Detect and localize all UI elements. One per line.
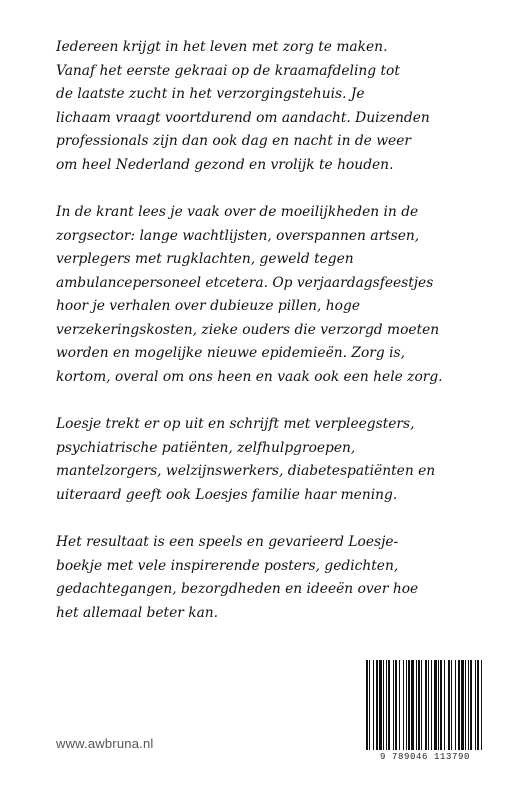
barcode-bar <box>458 660 460 750</box>
barcode-bar <box>373 660 374 750</box>
barcode-bar <box>411 660 414 750</box>
text-line: ambulancepersoneel etcetera. Op verjaardagsfeestjes <box>56 274 434 291</box>
barcode-bar <box>425 660 427 750</box>
barcode-bar <box>455 660 456 750</box>
paragraph-4 <box>56 531 496 625</box>
barcode-bar <box>383 660 384 750</box>
barcode-bar <box>416 660 417 750</box>
barcode-bar <box>440 660 442 750</box>
text-line: psychiatrische patiënten, zelfhulpgroepen, <box>56 439 356 456</box>
text-line: lichaam vraagt voortdurend om aandacht. Duizenden <box>56 109 430 126</box>
barcode-bar <box>431 660 432 750</box>
barcode-bar <box>376 660 378 750</box>
publisher-website: www.awbruna.nl <box>56 736 154 751</box>
barcode-bar <box>418 660 420 750</box>
barcode-bar <box>393 660 394 750</box>
isbn-number: 9 789046 113790 <box>379 752 470 762</box>
barcode-bar <box>421 660 422 750</box>
paragraph-1 <box>56 36 496 177</box>
barcode-bar <box>369 660 370 750</box>
barcode-bar <box>470 660 472 750</box>
barcode-bar <box>379 660 382 750</box>
text-line: kortom, overal om ons heen en vaak ook een hele zorg. <box>56 368 443 385</box>
text-line: om heel Nederland gezond en vrolijk te houden. <box>56 156 394 173</box>
isbn-barcode <box>364 660 486 766</box>
text-line: het allemaal beter kan. <box>56 604 219 621</box>
barcode-bar <box>451 660 452 750</box>
text-line: de laatste zucht in het verzorgingstehuis. Je <box>56 86 365 102</box>
paragraph-2 <box>56 201 496 389</box>
barcode-bar <box>399 660 400 750</box>
text-line: verzekeringskosten, zieke ouders die verzorgd moeten <box>56 321 440 338</box>
text-line: gedachtegangen, bezorgdheden en ideeën over hoe <box>56 581 419 597</box>
text-line: professionals zijn dan ook dag en nacht in de weer <box>56 133 411 149</box>
text-line: Loesje trekt er op uit en schrijft met verpleegsters, <box>56 416 415 432</box>
barcode-bar <box>475 660 476 750</box>
barcode-bar <box>366 660 368 750</box>
text-line: Het resultaat is een speels en gevarieerd Loesje- <box>56 534 399 550</box>
text-line: Vanaf het eerste gekraai op de kraamafdeling tot <box>56 62 400 79</box>
barcode-bar <box>403 660 404 750</box>
barcode-bar <box>468 660 469 750</box>
barcode-bar <box>434 660 437 750</box>
barcode-bar <box>461 660 464 750</box>
text-line: worden en mogelijke nieuwe epidemieën. Zorg is, <box>56 345 405 361</box>
text-line: zorgsector: lange wachtlijsten, overspannen artsen, <box>56 227 420 244</box>
barcode-bar <box>395 660 397 750</box>
barcode-bar <box>408 660 410 750</box>
barcode-bar <box>386 660 387 750</box>
text-line: verplegers met rugklachten, geweld tegen <box>56 251 354 267</box>
blurb-text <box>56 36 496 649</box>
text-line: mantelzorgers, welzijnswerkers, diabetespatiënten en <box>56 463 436 479</box>
barcode-bar <box>481 660 482 750</box>
barcode-bar <box>444 660 445 750</box>
barcode-bar <box>388 660 390 750</box>
barcode-bar <box>465 660 466 750</box>
barcode-icon <box>364 660 486 752</box>
text-line: boekje met vele inspirerende posters, gedichten, <box>56 557 399 574</box>
text-line: In de krant lees je vaak over de moeilijkheden in de <box>56 204 419 220</box>
text-line: hoor je verhalen over dubieuze pillen, hoge <box>56 298 360 314</box>
barcode-bar <box>477 660 479 750</box>
text-line: uiteraard geeft ook Loesjes familie haar mening. <box>56 486 398 503</box>
barcode-bar <box>448 660 450 750</box>
paragraph-3 <box>56 413 496 507</box>
text-line: Iedereen krijgt in het leven met zorg te maken. <box>56 39 388 55</box>
barcode-bar <box>406 660 407 750</box>
barcode-bar <box>438 660 439 750</box>
barcode-bar <box>428 660 429 750</box>
